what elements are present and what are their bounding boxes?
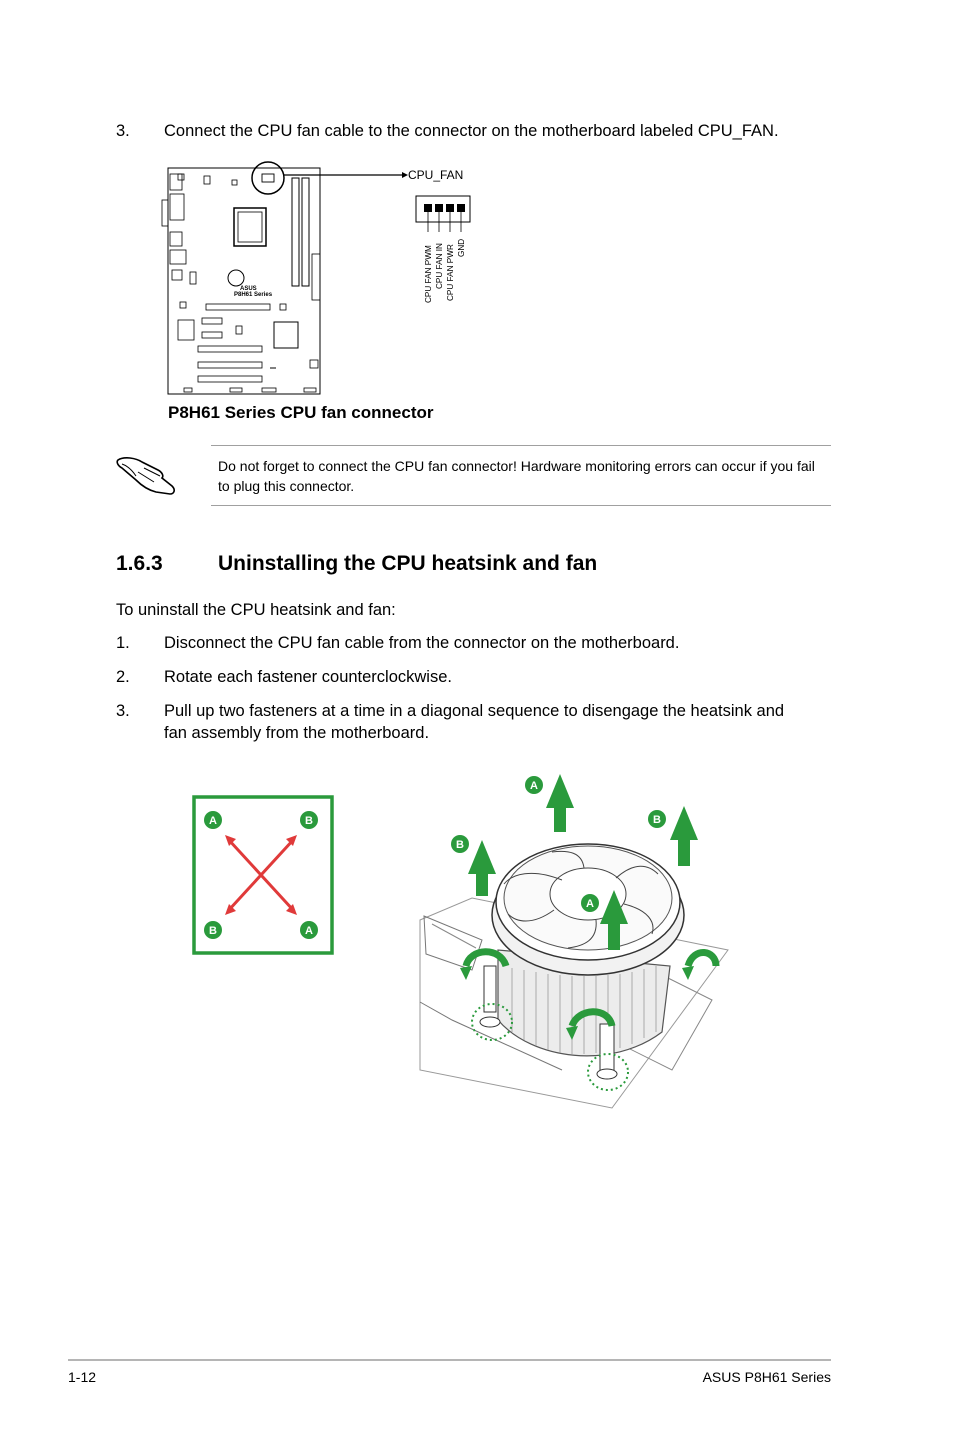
marker-a-top [525,776,543,794]
pin-label-gnd: GND [457,238,466,257]
svg-text:B: B [209,925,217,937]
lift-arrow-b-right [670,806,698,866]
motherboard-diagram [150,150,490,400]
svg-text:A: A [586,898,594,910]
section-number: 1.6.3 [116,552,163,575]
connector-label: CPU_FAN [408,168,464,182]
footer-page-number: 1-12 [68,1369,97,1385]
pin-label-fan-pwr: CPU FAN PWR [446,244,455,301]
step-text: Rotate each fastener counterclockwise. [164,668,452,686]
step-3-connect [116,120,856,142]
pin-label-fan-in: CPU FAN IN [435,243,444,289]
step-number: 3. [116,702,130,720]
step-3 [116,700,856,746]
diag-marker-b-bottom-left [204,921,222,939]
diag-marker-b-top-right [300,811,318,829]
svg-text:A: A [209,815,217,827]
diag-marker-a-bottom-right [300,921,318,939]
step-number: 1. [116,634,130,652]
note-text: Do not forget to connect the CPU fan connector! Hardware monitoring errors can occur if you fail to plug this connector. [218,458,815,494]
step-text: Connect the CPU fan cable to the connector on the motherboard labeled CPU_FAN. [164,122,779,140]
step-1 [116,632,856,654]
svg-text:B: B [653,814,661,826]
marker-a-front [581,894,599,912]
section-title: Uninstalling the CPU heatsink and fan [218,552,598,575]
svg-text:B: B [305,815,313,827]
step-text: Pull up two fasteners at a time in a diagonal sequence to disengage the heatsink and [164,702,785,720]
svg-text:A: A [305,925,313,937]
board-logo: ASUS [240,286,257,292]
step-text: Disconnect the CPU fan cable from the connector on the motherboard. [164,634,680,652]
footer-rule [68,1359,831,1361]
step-number: 3. [116,122,130,140]
hand-pointing-icon [114,450,180,498]
section-heading [116,552,836,580]
marker-b-right [648,810,666,828]
diagram-caption: P8H61 Series CPU fan connector [168,403,434,422]
marker-b-left [451,835,469,853]
board-outline [168,168,320,394]
step-number: 2. [116,668,130,686]
note-top-rule [211,445,831,446]
diag-marker-a-top-left [204,811,222,829]
svg-text:A: A [530,780,538,792]
svg-text:B: B [456,839,464,851]
pin-label-pwm: CPU FAN PWM [424,245,433,303]
step-2 [116,666,856,688]
intro-text: To uninstall the CPU heatsink and fan: [116,601,396,619]
diagonal-sequence-diagram [192,795,336,957]
step-text-continued: fan assembly from the motherboard. [164,724,430,742]
board-name-label: P8H61 Series [234,292,273,298]
note-bottom-rule [211,505,831,506]
rotate-arrow-right [688,952,716,966]
lift-arrow-b-left [468,840,496,896]
lift-arrow-a-top [546,774,574,832]
heatsink-removal-illustration [412,770,732,1110]
footer-product-name: ASUS P8H61 Series [702,1369,831,1385]
